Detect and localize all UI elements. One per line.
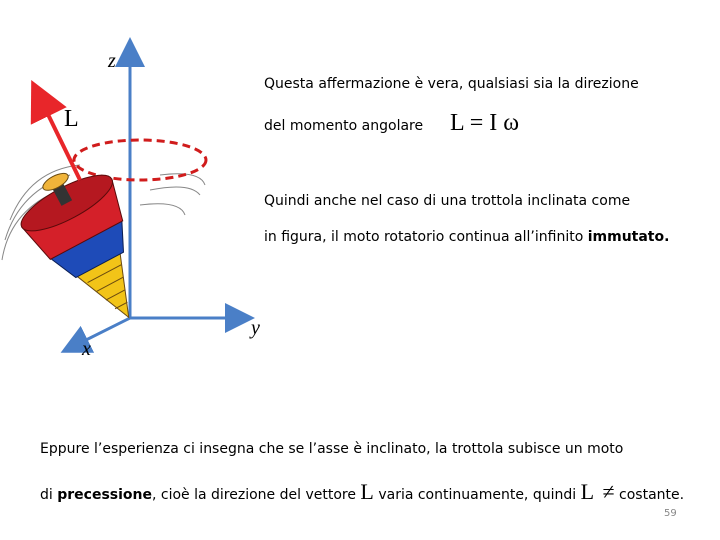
text-line-3: Quindi anche nel caso di una trottola inclinata come — [264, 193, 631, 209]
text-line-2: del momento angolare — [264, 118, 424, 134]
spinning-top-figure — [0, 0, 260, 370]
text-line-5: Eppure l’esperienza ci insegna che se l’asse è inclinato, la trottola subisce un moto — [40, 441, 624, 457]
text-line-1: Questa affermazione è vera, qualsiasi sia la direzione — [264, 76, 639, 92]
text-line-6: di precessione, cioè la direzione del vettore L varia continuamente, quindi L ≠ costante. — [40, 479, 685, 504]
text-line-4: in figura, il moto rotatorio continua all’infinito immutato. — [264, 229, 670, 245]
y-axis-label: y — [251, 317, 260, 339]
spinning-top — [8, 153, 173, 342]
x-axis-label: x — [82, 338, 91, 360]
z-axis-label: z — [108, 50, 116, 72]
angular-momentum-formula: L = I ω — [450, 110, 520, 136]
vector-label: L — [64, 106, 79, 132]
page-number: 59 — [664, 508, 677, 519]
